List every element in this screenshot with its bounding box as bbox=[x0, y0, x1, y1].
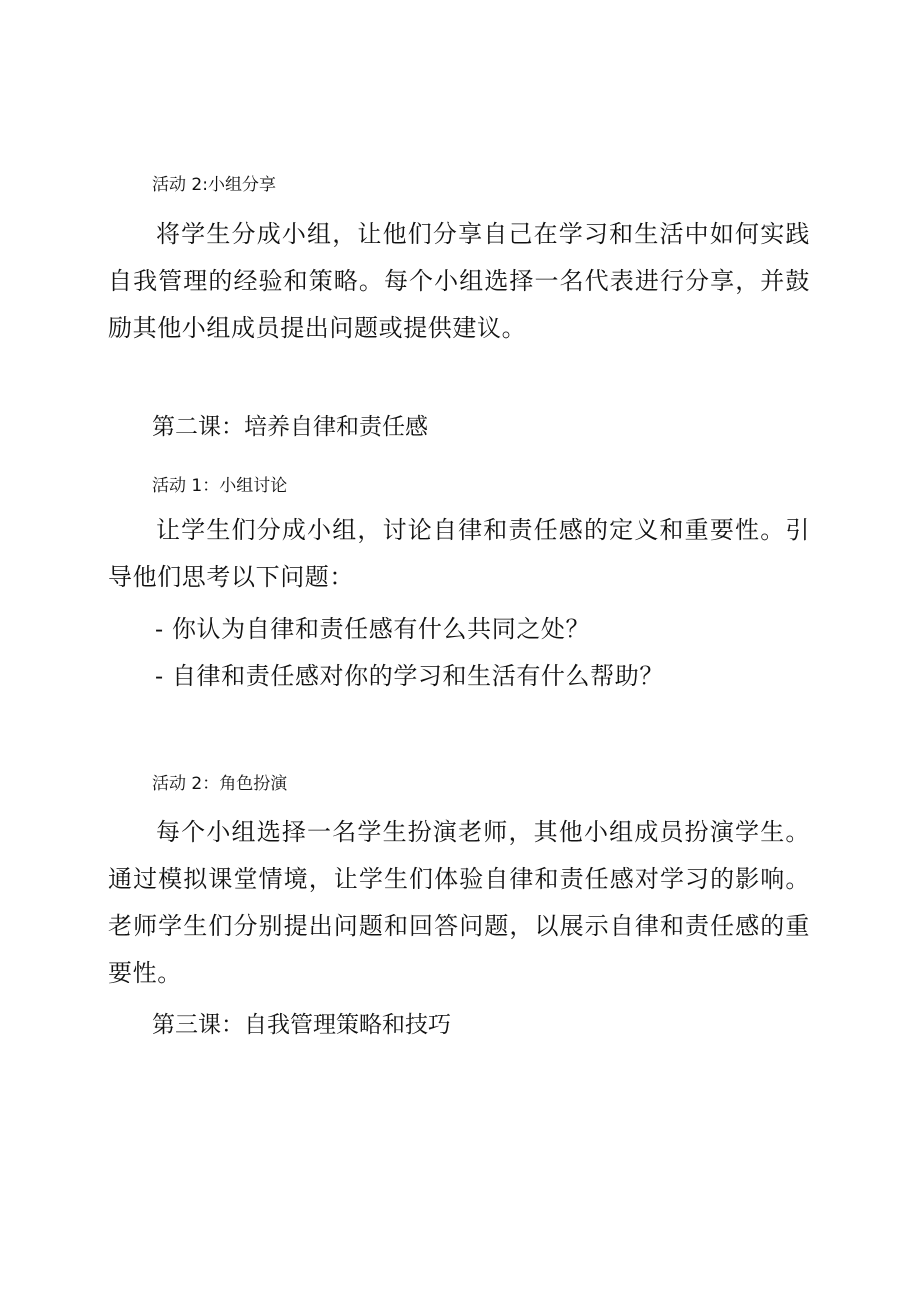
lesson-3-title: 第三课：自我管理策略和技巧 bbox=[152, 1012, 451, 1038]
lesson-2-activity-2-paragraph: 每个小组选择一名学生扮演老师，其他小组成员扮演学生。通过模拟课堂情境，让学生们体验自律和责任感对学习的影响。老师学生们分别提出问题和回答问题，以展示自律和责任感的重要性。 bbox=[108, 818, 810, 987]
lesson-2-activity-1-paragraph: 让学生们分成小组，讨论自律和责任感的定义和重要性。引导他们思考以下问题： bbox=[108, 516, 810, 591]
lesson-2-title: 第二课：培养自律和责任感 bbox=[152, 414, 428, 440]
lesson-2-activity-2-heading: 活动 2：角色扮演 bbox=[152, 774, 288, 794]
discussion-question-1: - 你认为自律和责任感有什么共同之处？ bbox=[155, 615, 591, 643]
activity-2-paragraph: 将学生分成小组，让他们分享自己在学习和生活中如何实践自我管理的经验和策略。每个小组选择一名代表进行分享，并鼓励其他小组成员提出问题或提供建议。 bbox=[108, 220, 810, 342]
discussion-question-2: - 自律和责任感对你的学习和生活有什么帮助？ bbox=[155, 662, 664, 690]
activity-2-heading: 活动 2:小组分享 bbox=[152, 175, 276, 195]
lesson-2-activity-1-heading: 活动 1：小组讨论 bbox=[152, 476, 288, 496]
